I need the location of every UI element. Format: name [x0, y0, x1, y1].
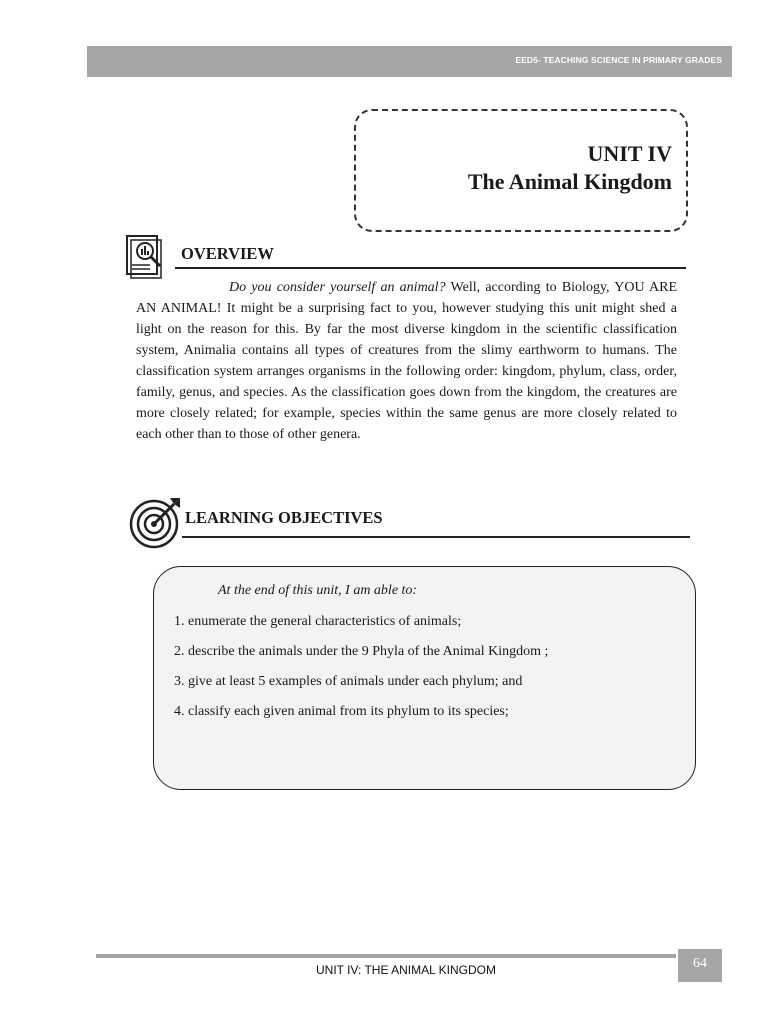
overview-body: Well, according to Biology, YOU ARE AN ANIMAL! It might be a surprising fact to you, however studying this unit might shed a light on the reason for this. By far the most diverse kingdom in the scientific classification system, Animalia contains all types of creatures from the slimy earthworm to humans. The classification system arranges organisms in the following order: kingdom, phylum, class, order, family, genus, and species. As the classification goes down from the kingdom, the creatures are more closely related; for example, species within the same genus are more closely related to each other than to those of other genera. — [136, 280, 677, 442]
overview-heading: OVERVIEW — [181, 244, 274, 263]
objectives-divider — [182, 536, 690, 538]
overview-paragraph — [136, 277, 677, 445]
objective-item: 3. give at least 5 examples of animals under each phylum; and — [174, 674, 523, 689]
overview-divider — [175, 267, 686, 269]
footer-unit-label: UNIT IV: THE ANIMAL KINGDOM — [315, 963, 497, 977]
footer-divider — [96, 954, 676, 958]
objectives-box — [153, 566, 696, 790]
header-bar — [87, 46, 732, 77]
overview-lead: Do you consider yourself an animal? — [229, 280, 446, 295]
objective-item: 1. enumerate the general characteristics of animals; — [174, 614, 462, 629]
target-arrow-icon — [128, 494, 184, 550]
objectives-intro: At the end of this unit, I am able to: — [218, 583, 418, 598]
objective-item: 4. classify each given animal from its phylum to its species; — [174, 704, 509, 719]
header-course-title: EED5- TEACHING SCIENCE IN PRIMARY GRADES — [515, 55, 722, 65]
objective-item: 2. describe the animals under the 9 Phyla of the Animal Kingdom ; — [174, 644, 549, 659]
page-number: 64 — [678, 949, 722, 982]
document-chart-magnifier-icon — [124, 233, 168, 279]
objectives-heading: LEARNING OBJECTIVES — [185, 508, 383, 527]
unit-title-box — [354, 109, 688, 232]
unit-number: UNIT IV — [587, 141, 672, 166]
unit-title: The Animal Kingdom — [467, 169, 672, 194]
